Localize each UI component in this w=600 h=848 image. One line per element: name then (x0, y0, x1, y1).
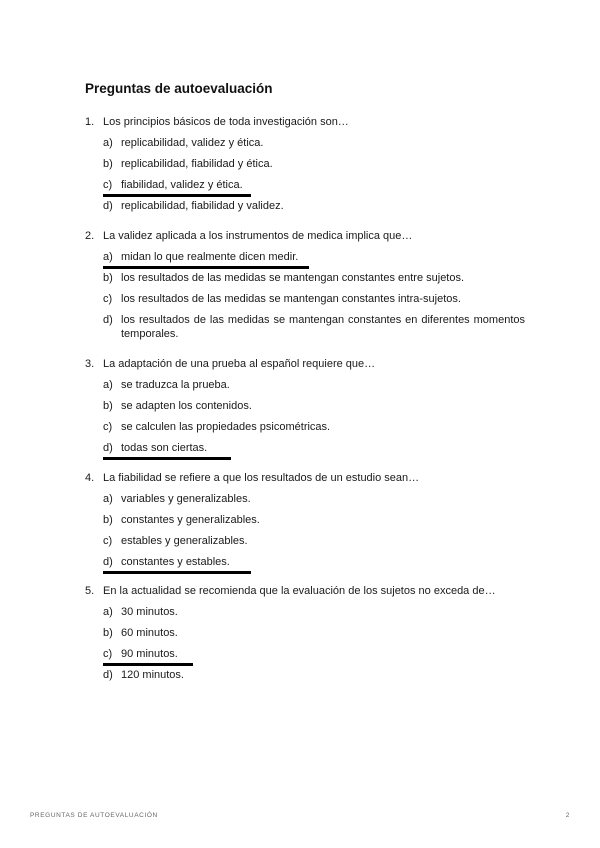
option-text: constantes y estables. (121, 556, 230, 568)
option-letter: b) (103, 514, 113, 526)
option-d (103, 199, 525, 213)
option-text: se traduzca la prueba. (121, 379, 230, 391)
question-4 (85, 471, 525, 569)
option-letter: a) (103, 137, 113, 149)
option-text: 60 minutos. (121, 627, 178, 639)
question-text: En la actualidad se recomienda que la evaluación de los sujetos no exceda de… (103, 585, 496, 597)
option-letter: c) (103, 648, 113, 660)
option-text: variables y generalizables. (121, 493, 251, 505)
option-letter: b) (103, 400, 113, 412)
option-letter: c) (103, 179, 113, 191)
question-1 (85, 115, 525, 213)
option-a (103, 492, 525, 506)
option-c-correct-answer (103, 178, 525, 192)
option-d-correct-answer (103, 441, 525, 455)
option-letter: a) (103, 379, 113, 391)
page-number: 2 (565, 812, 570, 819)
option-a-correct-answer (103, 250, 525, 264)
option-b (103, 626, 525, 640)
option-c (103, 420, 525, 434)
option-text: replicabilidad, fiabilidad y validez. (121, 200, 284, 212)
option-b (103, 513, 525, 527)
option-letter: c) (103, 293, 113, 305)
option-d (103, 668, 525, 682)
option-c-correct-answer (103, 647, 525, 661)
option-letter: d) (103, 200, 113, 212)
option-text: 90 minutos. (121, 648, 178, 660)
option-letter: d) (103, 556, 113, 568)
option-text: constantes y generalizables. (121, 514, 260, 526)
question-text: La validez aplicada a los instrumentos de medica implica que… (103, 230, 413, 242)
option-text: los resultados de las medidas se mantengan constantes entre sujetos. (121, 272, 465, 284)
option-letter: a) (103, 606, 113, 618)
option-text: replicabilidad, validez y ética. (121, 137, 264, 149)
option-text: los resultados de las medidas se mantengan constantes en diferentes momentos temporales. (121, 314, 525, 340)
option-letter: a) (103, 251, 113, 263)
option-text: los resultados de las medidas se mantengan constantes intra-sujetos. (121, 293, 461, 305)
option-a (103, 605, 525, 619)
question-text: La fiabilidad se refiere a que los resultados de un estudio sean… (103, 472, 420, 484)
option-c (103, 292, 525, 306)
question-2 (85, 229, 525, 341)
option-text: 120 minutos. (121, 669, 184, 681)
question-number: 2. (85, 230, 95, 242)
option-a (103, 378, 525, 392)
question-number: 1. (85, 116, 95, 128)
option-d (103, 313, 525, 341)
option-text: estables y generalizables. (121, 535, 248, 547)
question-text: La adaptación de una prueba al español requiere que… (103, 358, 376, 370)
footer-section-title: PREGUNTAS DE AUTOEVALUACIÓN (30, 812, 158, 819)
option-text: se calculen las propiedades psicométricas. (121, 421, 331, 433)
option-text: todas son ciertas. (121, 442, 208, 454)
question-number: 5. (85, 585, 95, 597)
option-text: replicabilidad, fiabilidad y ética. (121, 158, 273, 170)
question-3 (85, 357, 525, 455)
option-letter: b) (103, 272, 113, 284)
option-a (103, 136, 525, 150)
page-title: Preguntas de autoevaluación (85, 81, 273, 96)
option-b (103, 271, 525, 285)
question-text: Los principios básicos de toda investigación son… (103, 116, 349, 128)
question-number: 4. (85, 472, 95, 484)
option-text: midan lo que realmente dicen medir. (121, 251, 299, 263)
question-number: 3. (85, 358, 95, 370)
option-letter: d) (103, 314, 113, 326)
option-c (103, 534, 525, 548)
option-letter: c) (103, 535, 113, 547)
option-text: se adapten los contenidos. (121, 400, 252, 412)
option-b (103, 157, 525, 171)
option-text: fiabilidad, validez y ética. (121, 179, 243, 191)
option-b (103, 399, 525, 413)
option-d-correct-answer (103, 555, 525, 569)
option-letter: d) (103, 669, 113, 681)
option-letter: a) (103, 493, 113, 505)
option-letter: d) (103, 442, 113, 454)
option-text: 30 minutos. (121, 606, 178, 618)
page-footer (30, 812, 570, 819)
option-letter: c) (103, 421, 113, 433)
option-letter: b) (103, 627, 113, 639)
question-5 (85, 584, 525, 682)
option-letter: b) (103, 158, 113, 170)
